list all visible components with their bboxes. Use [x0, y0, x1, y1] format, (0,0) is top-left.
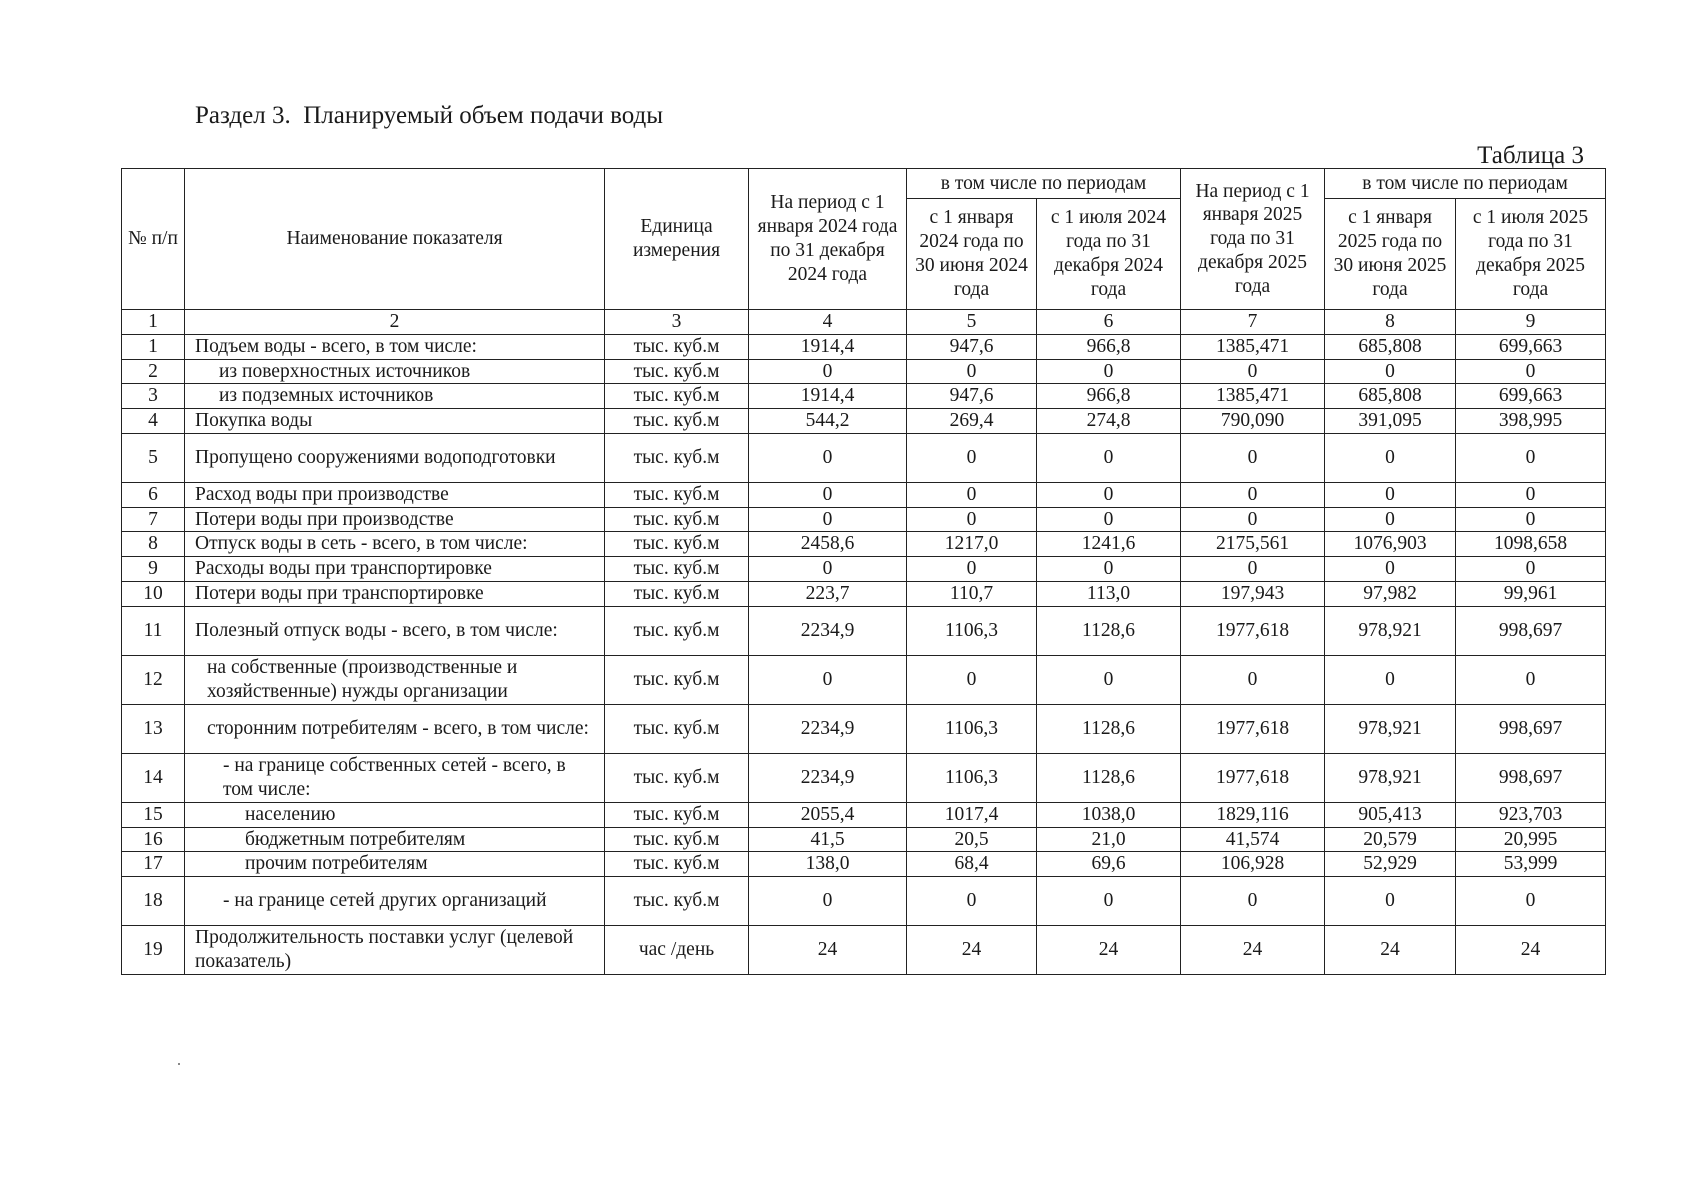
value-cell: 0: [907, 877, 1037, 926]
value-cell: 138,0: [749, 852, 907, 877]
value-cell: 998,697: [1456, 704, 1606, 753]
value-cell: 0: [1037, 877, 1181, 926]
row-number: 17: [122, 852, 185, 877]
table-row: [122, 359, 1606, 384]
table-row: [122, 433, 1606, 482]
unit-cell: тыс. куб.м: [605, 409, 749, 434]
column-number: 3: [605, 310, 749, 335]
value-cell: 106,928: [1181, 852, 1325, 877]
section-title: Раздел 3. Планируемый объем подачи воды: [195, 102, 664, 129]
row-number: 13: [122, 704, 185, 753]
value-cell: 24: [1456, 926, 1606, 975]
column-number: 8: [1325, 310, 1456, 335]
value-cell: 0: [749, 433, 907, 482]
unit-cell: тыс. куб.м: [605, 482, 749, 507]
value-cell: 978,921: [1325, 753, 1456, 802]
value-cell: 0: [749, 482, 907, 507]
row-number: 11: [122, 606, 185, 655]
value-cell: 24: [1181, 926, 1325, 975]
value-cell: 0: [1456, 359, 1606, 384]
indicator-name: Продолжительность поставки услуг (целевой показатель): [185, 926, 605, 975]
value-cell: 544,2: [749, 409, 907, 434]
value-cell: 99,961: [1456, 582, 1606, 607]
value-cell: 0: [749, 507, 907, 532]
value-cell: 0: [1325, 359, 1456, 384]
value-cell: 1098,658: [1456, 532, 1606, 557]
value-cell: 998,697: [1456, 753, 1606, 802]
table-row: [122, 334, 1606, 359]
value-cell: 2458,6: [749, 532, 907, 557]
value-cell: 0: [1325, 482, 1456, 507]
value-cell: 1977,618: [1181, 704, 1325, 753]
value-cell: 966,8: [1037, 384, 1181, 409]
value-cell: 1017,4: [907, 802, 1037, 827]
value-cell: 391,095: [1325, 409, 1456, 434]
value-cell: 0: [1037, 433, 1181, 482]
row-number: 19: [122, 926, 185, 975]
value-cell: 0: [1181, 507, 1325, 532]
table-row: [122, 704, 1606, 753]
unit-cell: тыс. куб.м: [605, 655, 749, 704]
value-cell: 24: [907, 926, 1037, 975]
value-cell: 685,808: [1325, 334, 1456, 359]
header-unit: Единица измерения: [605, 169, 749, 310]
value-cell: 41,5: [749, 827, 907, 852]
table-row: [122, 852, 1606, 877]
row-number: 15: [122, 802, 185, 827]
column-number: 1: [122, 310, 185, 335]
header-period-2025: На период с 1 января 2025 года по 31 декабря 2025 года: [1181, 169, 1325, 310]
water-supply-table: [121, 168, 1606, 975]
value-cell: 2234,9: [749, 704, 907, 753]
value-cell: 0: [1456, 507, 1606, 532]
value-cell: 998,697: [1456, 606, 1606, 655]
value-cell: 0: [1181, 359, 1325, 384]
indicator-name: прочим потребителям: [185, 852, 605, 877]
unit-cell: тыс. куб.м: [605, 334, 749, 359]
value-cell: 790,090: [1181, 409, 1325, 434]
value-cell: 110,7: [907, 582, 1037, 607]
value-cell: 1914,4: [749, 334, 907, 359]
value-cell: 1385,471: [1181, 334, 1325, 359]
header-sub-2025: в том числе по периодам: [1325, 169, 1606, 199]
indicator-name: Потери воды при транспортировке: [185, 582, 605, 607]
value-cell: 197,943: [1181, 582, 1325, 607]
value-cell: 0: [1456, 482, 1606, 507]
indicator-name: Полезный отпуск воды - всего, в том числе:: [185, 606, 605, 655]
value-cell: 24: [1037, 926, 1181, 975]
indicator-name: Покупка воды: [185, 409, 605, 434]
value-cell: 923,703: [1456, 802, 1606, 827]
value-cell: 1385,471: [1181, 384, 1325, 409]
unit-cell: тыс. куб.м: [605, 433, 749, 482]
value-cell: 20,579: [1325, 827, 1456, 852]
unit-cell: тыс. куб.м: [605, 827, 749, 852]
indicator-name: - на границе собственных сетей - всего, в том числе:: [185, 753, 605, 802]
indicator-name: Потери воды при производстве: [185, 507, 605, 532]
value-cell: 20,995: [1456, 827, 1606, 852]
unit-cell: тыс. куб.м: [605, 704, 749, 753]
value-cell: 1128,6: [1037, 704, 1181, 753]
value-cell: 0: [1456, 433, 1606, 482]
value-cell: 699,663: [1456, 384, 1606, 409]
value-cell: 41,574: [1181, 827, 1325, 852]
indicator-name: Расход воды при производстве: [185, 482, 605, 507]
indicator-name: из подземных источников: [185, 384, 605, 409]
value-cell: 2055,4: [749, 802, 907, 827]
row-number: 2: [122, 359, 185, 384]
value-cell: 97,982: [1325, 582, 1456, 607]
value-cell: 0: [1037, 655, 1181, 704]
value-cell: 398,995: [1456, 409, 1606, 434]
value-cell: 1977,618: [1181, 606, 1325, 655]
indicator-name: сторонним потребителям - всего, в том числе:: [185, 704, 605, 753]
value-cell: 1914,4: [749, 384, 907, 409]
table-row: [122, 655, 1606, 704]
value-cell: 0: [1456, 877, 1606, 926]
value-cell: 0: [907, 359, 1037, 384]
value-cell: 269,4: [907, 409, 1037, 434]
value-cell: 0: [1325, 877, 1456, 926]
value-cell: 0: [1037, 482, 1181, 507]
value-cell: 0: [1456, 557, 1606, 582]
value-cell: 0: [749, 877, 907, 926]
header-h2-2025: с 1 июля 2025 года по 31 декабря 2025 года: [1456, 199, 1606, 310]
value-cell: 0: [749, 557, 907, 582]
value-cell: 0: [907, 557, 1037, 582]
value-cell: 1829,116: [1181, 802, 1325, 827]
indicator-name: Расходы воды при транспортировке: [185, 557, 605, 582]
header-h2-2024: с 1 июля 2024 года по 31 декабря 2024 года: [1037, 199, 1181, 310]
value-cell: 1128,6: [1037, 753, 1181, 802]
header-name: Наименование показателя: [185, 169, 605, 310]
unit-cell: тыс. куб.м: [605, 507, 749, 532]
indicator-name: из поверхностных источников: [185, 359, 605, 384]
value-cell: 0: [907, 655, 1037, 704]
header-sub-2024: в том числе по периодам: [907, 169, 1181, 199]
value-cell: 0: [1181, 655, 1325, 704]
row-number: 6: [122, 482, 185, 507]
table-row: [122, 507, 1606, 532]
table-row: [122, 582, 1606, 607]
value-cell: 905,413: [1325, 802, 1456, 827]
indicator-name: Отпуск воды в сеть - всего, в том числе:: [185, 532, 605, 557]
table-row: [122, 557, 1606, 582]
header-num: № п/п: [122, 169, 185, 310]
table-row: [122, 482, 1606, 507]
indicator-name: Подъем воды - всего, в том числе:: [185, 334, 605, 359]
value-cell: 69,6: [1037, 852, 1181, 877]
unit-cell: тыс. куб.м: [605, 532, 749, 557]
row-number: 9: [122, 557, 185, 582]
indicator-name: населению: [185, 802, 605, 827]
value-cell: 21,0: [1037, 827, 1181, 852]
table-row: [122, 877, 1606, 926]
value-cell: 0: [1037, 557, 1181, 582]
table-row: [122, 532, 1606, 557]
value-cell: 1217,0: [907, 532, 1037, 557]
value-cell: 24: [749, 926, 907, 975]
value-cell: 0: [1037, 359, 1181, 384]
value-cell: 0: [1181, 557, 1325, 582]
unit-cell: тыс. куб.м: [605, 384, 749, 409]
header-period-2024: На период с 1 января 2024 года по 31 декабря 2024 года: [749, 169, 907, 310]
column-number: 7: [1181, 310, 1325, 335]
value-cell: 0: [1181, 482, 1325, 507]
indicator-name: бюджетным потребителям: [185, 827, 605, 852]
value-cell: 68,4: [907, 852, 1037, 877]
value-cell: 0: [1325, 507, 1456, 532]
row-number: 10: [122, 582, 185, 607]
row-number: 8: [122, 532, 185, 557]
indicator-name: Пропущено сооружениями водоподготовки: [185, 433, 605, 482]
value-cell: 113,0: [1037, 582, 1181, 607]
value-cell: 978,921: [1325, 704, 1456, 753]
table-caption: Таблица 3: [1477, 142, 1584, 169]
header-row-top: [122, 169, 1606, 199]
value-cell: 274,8: [1037, 409, 1181, 434]
value-cell: 24: [1325, 926, 1456, 975]
unit-cell: тыс. куб.м: [605, 359, 749, 384]
value-cell: 966,8: [1037, 334, 1181, 359]
column-number-row: [122, 310, 1606, 335]
value-cell: 0: [1181, 433, 1325, 482]
unit-cell: тыс. куб.м: [605, 582, 749, 607]
table-row: [122, 802, 1606, 827]
value-cell: 0: [1037, 507, 1181, 532]
column-number: 5: [907, 310, 1037, 335]
value-cell: 223,7: [749, 582, 907, 607]
table-body: [122, 334, 1606, 974]
unit-cell: тыс. куб.м: [605, 802, 749, 827]
row-number: 5: [122, 433, 185, 482]
row-number: 4: [122, 409, 185, 434]
value-cell: 52,929: [1325, 852, 1456, 877]
unit-cell: тыс. куб.м: [605, 753, 749, 802]
table-row: [122, 606, 1606, 655]
value-cell: 685,808: [1325, 384, 1456, 409]
unit-cell: тыс. куб.м: [605, 877, 749, 926]
row-number: 3: [122, 384, 185, 409]
unit-cell: тыс. куб.м: [605, 852, 749, 877]
header-h1-2024: с 1 января 2024 года по 30 июня 2024 года: [907, 199, 1037, 310]
table-row: [122, 409, 1606, 434]
indicator-name: - на границе сетей других организаций: [185, 877, 605, 926]
value-cell: 0: [907, 507, 1037, 532]
indicator-name: на собственные (производственные и хозяйственные) нужды организации: [185, 655, 605, 704]
unit-cell: тыс. куб.м: [605, 606, 749, 655]
value-cell: 1106,3: [907, 753, 1037, 802]
scan-speck: [178, 1063, 180, 1065]
value-cell: 0: [1181, 877, 1325, 926]
table-row: [122, 384, 1606, 409]
value-cell: 0: [749, 655, 907, 704]
value-cell: 0: [907, 482, 1037, 507]
value-cell: 1106,3: [907, 704, 1037, 753]
column-number: 9: [1456, 310, 1606, 335]
column-number: 6: [1037, 310, 1181, 335]
table-row: [122, 827, 1606, 852]
value-cell: 947,6: [907, 384, 1037, 409]
row-number: 14: [122, 753, 185, 802]
value-cell: 0: [1325, 655, 1456, 704]
value-cell: 0: [1456, 655, 1606, 704]
value-cell: 1106,3: [907, 606, 1037, 655]
row-number: 18: [122, 877, 185, 926]
value-cell: 53,999: [1456, 852, 1606, 877]
value-cell: 978,921: [1325, 606, 1456, 655]
header-h1-2025: с 1 января 2025 года по 30 июня 2025 года: [1325, 199, 1456, 310]
row-number: 12: [122, 655, 185, 704]
value-cell: 1977,618: [1181, 753, 1325, 802]
row-number: 1: [122, 334, 185, 359]
table-row: [122, 926, 1606, 975]
value-cell: 0: [749, 359, 907, 384]
value-cell: 1128,6: [1037, 606, 1181, 655]
unit-cell: тыс. куб.м: [605, 557, 749, 582]
value-cell: 20,5: [907, 827, 1037, 852]
column-number: 4: [749, 310, 907, 335]
row-number: 16: [122, 827, 185, 852]
value-cell: 2234,9: [749, 606, 907, 655]
value-cell: 699,663: [1456, 334, 1606, 359]
value-cell: 0: [1325, 433, 1456, 482]
column-number: 2: [185, 310, 605, 335]
value-cell: 1038,0: [1037, 802, 1181, 827]
unit-cell: час /день: [605, 926, 749, 975]
value-cell: 2175,561: [1181, 532, 1325, 557]
value-cell: 0: [1325, 557, 1456, 582]
value-cell: 0: [907, 433, 1037, 482]
table-row: [122, 753, 1606, 802]
value-cell: 947,6: [907, 334, 1037, 359]
value-cell: 2234,9: [749, 753, 907, 802]
value-cell: 1241,6: [1037, 532, 1181, 557]
row-number: 7: [122, 507, 185, 532]
value-cell: 1076,903: [1325, 532, 1456, 557]
